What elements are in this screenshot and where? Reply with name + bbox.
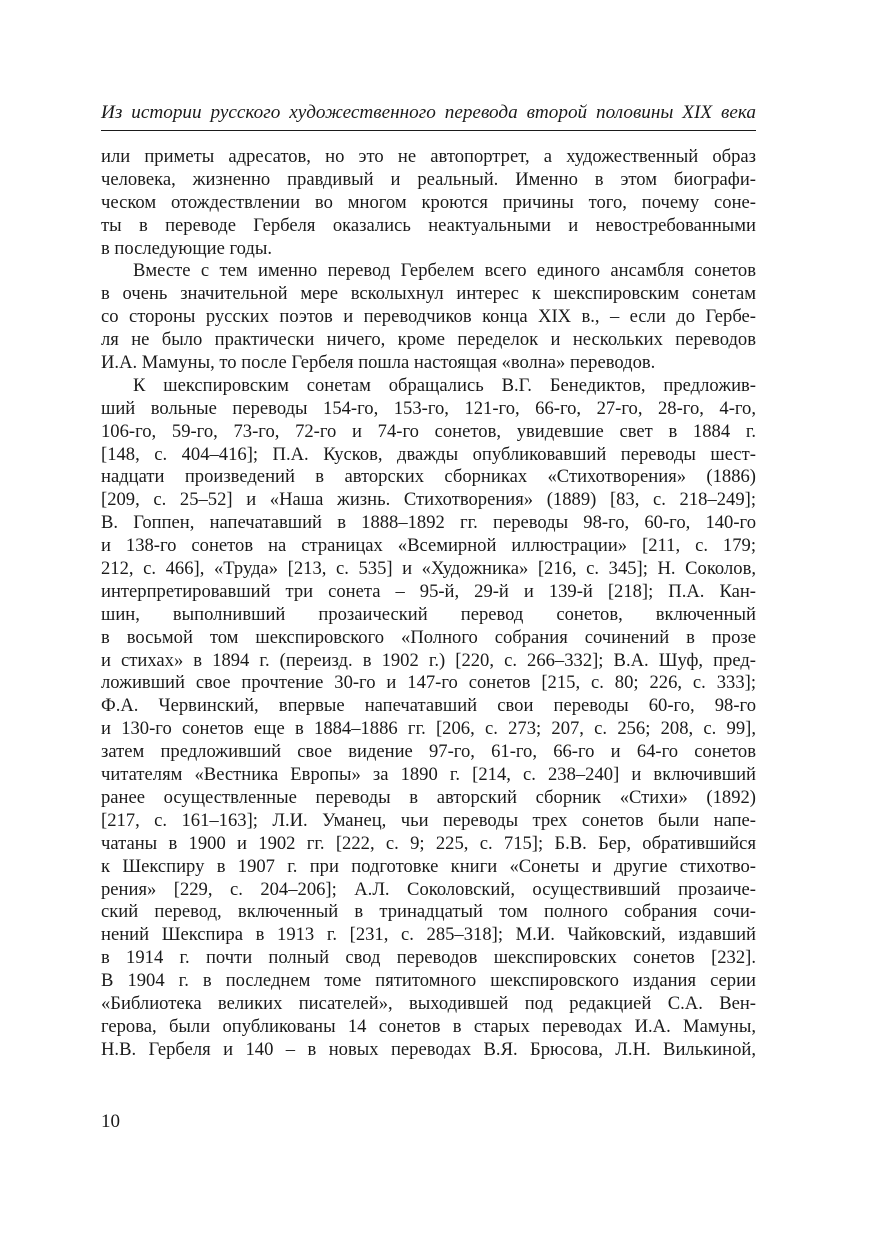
text-line: в 1914 г. почти полный свод переводов шекспировских сонетов [232]. xyxy=(101,947,756,969)
text-line: и стихах» в 1894 г. (переизд. в 1902 г.) [220, с. 266–332]; В.А. Шуф, пред- xyxy=(101,649,756,671)
text-line: ты в переводе Гербеля оказались неактуальными и невостребованными xyxy=(101,214,756,236)
page-number: 10 xyxy=(101,1111,120,1132)
text-line: рения» [229, с. 204–206]; А.Л. Соколовский, осуществивший прозаиче- xyxy=(101,878,756,900)
text-line: надцати произведений в авторских сборниках «Стихотворения» (1886) xyxy=(101,466,756,488)
text-line: читателям «Вестника Европы» за 1890 г. [214, с. 238–240] и включивший xyxy=(101,764,756,786)
text-line: ский перевод, включенный в тринадцатый том полного собрания сочи- xyxy=(101,901,756,923)
text-line: и 138-го сонетов на страницах «Всемирной иллюстрации» [211, с. 179; xyxy=(101,535,756,557)
text-line: ческом отождествлении во многом кроются причины того, почему соне- xyxy=(101,191,756,213)
text-line: К шекспировским сонетам обращались В.Г. Бенедиктов, предложив- xyxy=(133,374,756,396)
text-line: в восьмой том шекспировского «Полного собрания сочинений в прозе xyxy=(101,626,756,648)
text-line: нений Шекспира в 1913 г. [231, с. 285–318]; М.И. Чайковский, издавший xyxy=(101,924,756,946)
running-head: Из истории русского художественного перевода второй половины XIX века xyxy=(101,102,756,123)
text-line: ший вольные переводы 154-го, 153-го, 121-го, 66-го, 27-го, 28-го, 4-го, xyxy=(101,397,756,419)
text-line: чатаны в 1900 и 1902 гг. [222, с. 9; 225, с. 715]; Б.В. Бер, обратившийся xyxy=(101,832,756,854)
text-line: ложивший свое прочтение 30-го и 147-го сонетов [215, с. 80; 226, с. 333]; xyxy=(101,672,756,694)
text-line: к Шекспиру в 1907 г. при подготовке книги «Сонеты и другие стихотво- xyxy=(101,855,756,877)
text-line: В 1904 г. в последнем томе пятитомного шекспировского издания серии xyxy=(101,970,756,992)
text-line: шин, выполнивший прозаический перевод сонетов, включенный xyxy=(101,603,756,625)
header-rule xyxy=(101,130,756,131)
text-line: В. Гоппен, напечатавший в 1888–1892 гг. переводы 98-го, 60-го, 140-го xyxy=(101,512,756,534)
text-line: [209, с. 25–52] и «Наша жизнь. Стихотворения» (1889) [83, с. 218–249]; xyxy=(101,489,756,511)
text-line: со стороны русских поэтов и переводчиков конца XIX в., – если до Гербе- xyxy=(101,306,756,328)
text-line: человека, жизненно правдивый и реальный. Именно в этом биографи- xyxy=(101,168,756,190)
text-line: или приметы адресатов, но это не автопортрет, а художественный образ xyxy=(101,146,756,167)
text-line: и 130-го сонетов еще в 1884–1886 гг. [206, с. 273; 207, с. 256; 208, с. 99], xyxy=(101,718,756,740)
text-line: в последующие годы. xyxy=(101,237,273,259)
text-line: Н.В. Гербеля и 140 – в новых переводах В.Я. Брюсова, Л.Н. Вилькиной, xyxy=(101,1038,756,1060)
text-line: 106-го, 59-го, 73-го, 72-го и 74-го сонетов, увидевшие свет в 1884 г. xyxy=(101,420,756,442)
text-line: 212, с. 466], «Труда» [213, с. 535] и «Художника» [216, с. 345]; Н. Соколов, xyxy=(101,558,756,580)
text-line: ля не было практически ничего, кроме переделок и нескольких переводов xyxy=(101,329,756,351)
text-line: Ф.А. Червинский, впервые напечатавший свои переводы 60-го, 98-го xyxy=(101,695,756,717)
text-line: Вместе с тем именно перевод Гербелем всего единого ансамбля сонетов xyxy=(133,260,756,282)
text-line: И.А. Мамуны, то после Гербеля пошла настоящая «волна» переводов. xyxy=(101,352,656,374)
body-text xyxy=(101,146,756,1062)
text-line: затем предложивший свое видение 97-го, 61-го, 66-го и 64-го сонетов xyxy=(101,741,756,763)
text-line: в очень значительной мере всколыхнул интерес к шекспировским сонетам xyxy=(101,283,756,305)
text-line: «Библиотека великих писателей», выходившей под редакцией С.А. Вен- xyxy=(101,992,756,1014)
text-line: интерпретировавший три сонета – 95-й, 29-й и 139-й [218]; П.А. Кан- xyxy=(101,580,756,602)
text-line: [217, с. 161–163]; Л.И. Уманец, чьи переводы трех сонетов были напе- xyxy=(101,809,756,831)
text-line: [148, с. 404–416]; П.А. Кусков, дважды опубликовавший переводы шест- xyxy=(101,443,756,465)
text-line: герова, были опубликованы 14 сонетов в старых переводах И.А. Мамуны, xyxy=(101,1015,756,1037)
text-line: ранее осуществленные переводы в авторский сборник «Стихи» (1892) xyxy=(101,786,756,808)
